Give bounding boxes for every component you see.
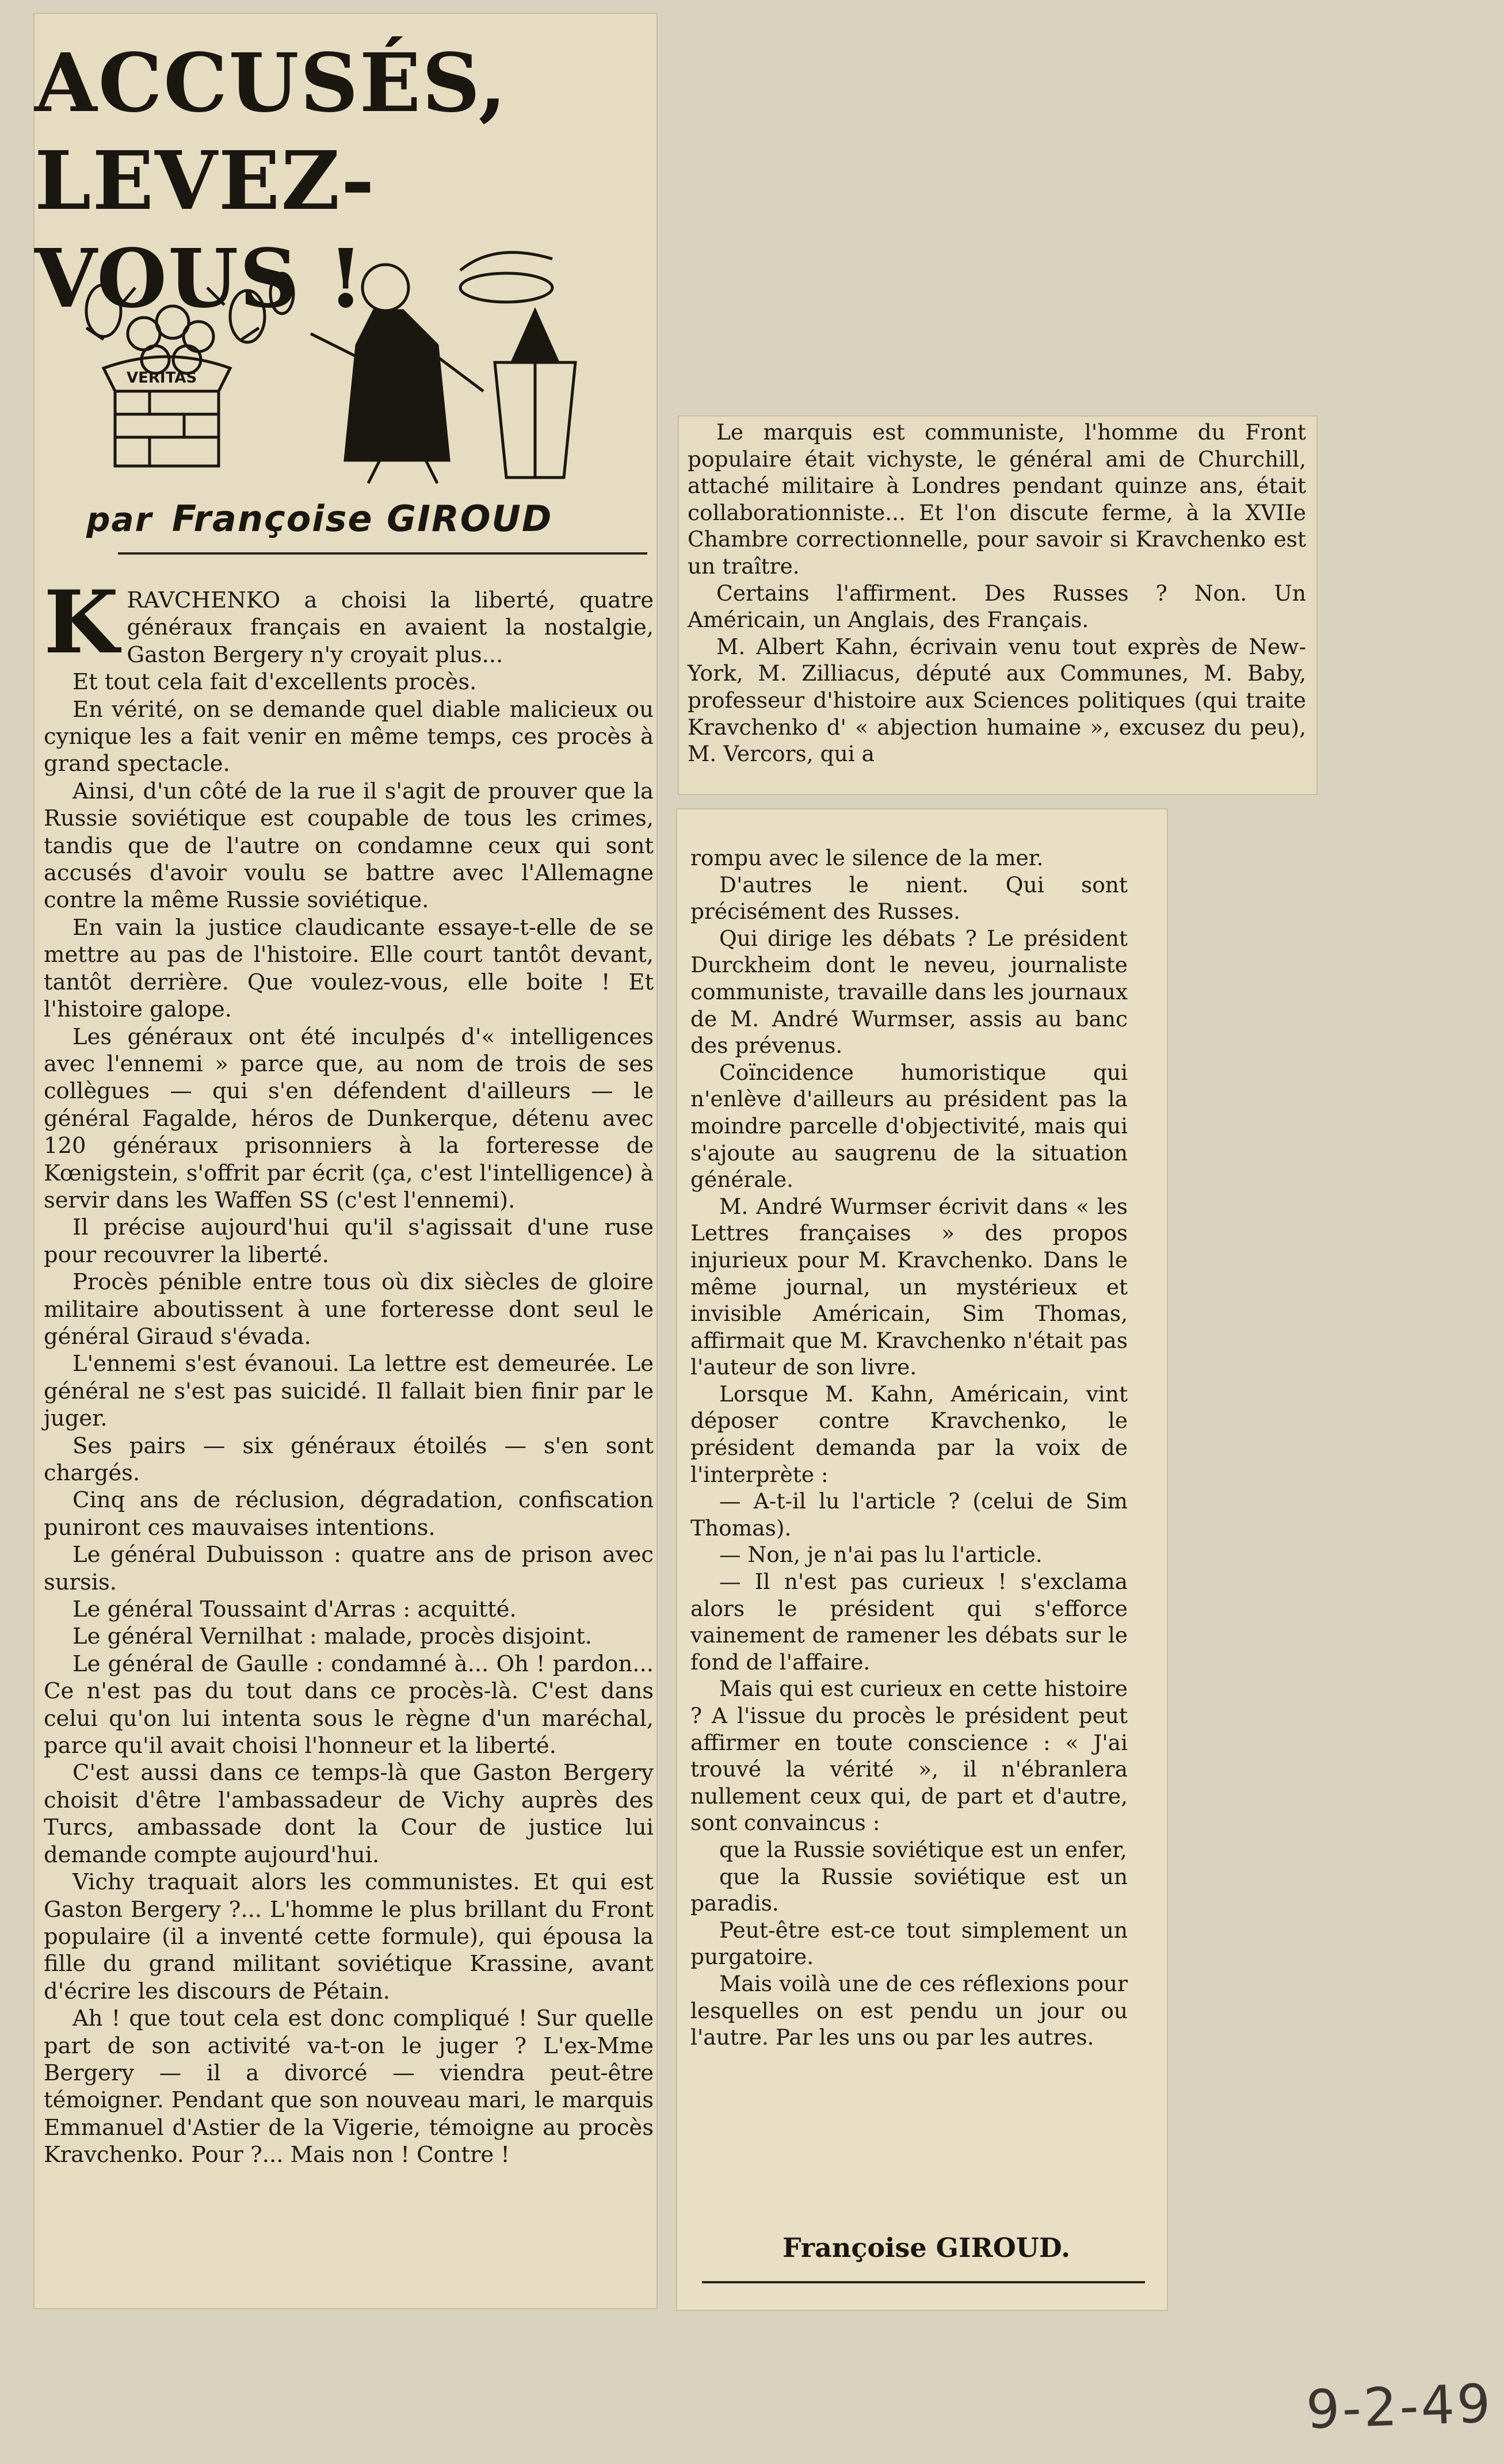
paragraph: Ainsi, d'un côté de la rue il s'agit de prouver que la Russie soviétique est coupable de tous les crimes, tandis que de l'autre on condamne ceux qui sont accusés d'avoir voulu se battre avec l'Allemagne contre la même Russie soviétique. xyxy=(44,778,654,914)
byline xyxy=(86,498,656,540)
paragraph: — Non, je n'ai pas lu l'article. xyxy=(719,1542,1043,1568)
paragraph: Lorsque M. Kahn, Américain, vint déposer contre Kravchenko, le président demanda par la voix de l'interprète : xyxy=(690,1381,1128,1487)
paragraph: Coïncidence humoristique qui n'enlève d'ailleurs au président pas la moindre parcelle d'objectivité, mais qui s'ajoute au saugrenu de la situation générale. xyxy=(690,1059,1128,1193)
paragraph: Cinq ans de réclusion, dégradation, confiscation puniront ces mauvaises intentions. xyxy=(44,1487,654,1541)
paragraph: rompu avec le silence de la mer. xyxy=(690,845,1044,870)
paragraph: Le général Vernilhat : malade, procès disjoint. xyxy=(72,1623,592,1650)
drop-cap: K xyxy=(44,572,119,673)
paragraph: C'est aussi dans ce temps-là que Gaston Bergery choisit d'être l'ambassadeur de Vichy auprès des Turcs, ambassade dont la Cour de justice lui demande compte aujourd'hui. xyxy=(44,1760,654,1868)
paragraph: M. Albert Kahn, écrivain venu tout exprès de New-York, M. Zilliacus, député aux Communes, M. Baby, professeur d'histoire aux Sciences politiques (qui traite Kravchenko d' « abjection humaine », excusez du peu), M. Vercors, qui a xyxy=(688,633,1306,767)
paragraph: M. André Wurmser écrivit dans « les Lettres françaises » des propos injurieux pour M. Kravchenko. Dans le même journal, un mystérieux et invisible Américain, Sim Thomas, affirmait que M. Kravchenko n'était pas l'auteur de son livre. xyxy=(690,1193,1128,1380)
paragraph: que la Russie soviétique est un paradis. xyxy=(690,1863,1128,1916)
paragraph: Mais qui est curieux en cette histoire ? A l'issue du procès le président peut affirmer en toute conscience : « J'ai trouvé la vérité », il n'ébranlera nullement ceux qui, de part et d'autre, sont convaincus : xyxy=(690,1676,1128,1836)
paragraph: KRAVCHENKO a choisi la liberté, quatre généraux français en avaient la nostalgie, Gaston Bergery n'y croyait plus... xyxy=(44,572,654,673)
paragraph: Ses pairs — six généraux étoilés — s'en sont chargés. xyxy=(44,1432,654,1486)
paragraph: Le général Toussaint d'Arras : acquitté. xyxy=(72,1596,517,1623)
byline-prefix: par xyxy=(86,500,153,539)
paragraph: que la Russie soviétique est un enfer, xyxy=(719,1836,1127,1862)
paragraph: D'autres le nient. Qui sont précisément des Russes. xyxy=(690,872,1128,925)
paragraph: Qui dirige les débats ? Le président Durckheim dont le neveu, journaliste communiste, travaille dans les journaux de M. André Wurmser, assis au banc des prévenus. xyxy=(690,925,1128,1059)
paragraph: Et tout cela fait d'excellents procès. xyxy=(72,669,477,696)
paragraph: Il précise aujourd'hui qu'il s'agissait d'une ruse pour recouvrer la liberté. xyxy=(44,1214,654,1268)
paragraph: Ah ! que tout cela est donc compliqué ! Sur quelle part de son activité va-t-on le juger ? L'ex-Mme Bergery — il a divorcé — viendra peut-être témoigner. Pendant que son nouveau mari, le marquis Emmanuel d'Astier de la Vigerie, témoigne au procès Kravchenko. Pour ?... Mais non ! Contre ! xyxy=(44,2005,654,2168)
paragraph: — Il n'est pas curieux ! s'exclama alors le président qui s'efforce vainement de ramener les débats sur le fond de l'affaire. xyxy=(690,1569,1128,1675)
cartoon-illustration xyxy=(35,219,627,495)
paragraph: En vain la justice claudicante essaye-t-elle de se mettre au pas de l'histoire. Elle court tantôt devant, tantôt derrière. Que voulez-vous, elle boite ! Et l'histoire galope. xyxy=(44,914,654,1023)
signature: Françoise GIROUD. xyxy=(782,2232,1071,2263)
paragraph: Vichy traquait alors les communistes. Et qui est Gaston Bergery ?... L'homme le plus brillant du Front populaire (il a inventé cette formule), qui épousa la fille du grand militant soviétique Krassine, avant d'écrire les discours de Pétain. xyxy=(44,1869,654,2004)
paragraph: Certains l'affirment. Des Russes ? Non. Un Américain, un Anglais, des Français. xyxy=(688,580,1306,633)
article-column-top-right xyxy=(688,419,1306,767)
article-column-left xyxy=(44,572,654,2169)
end-rule xyxy=(702,2281,1145,2283)
article-column-bottom-right xyxy=(690,845,1128,2051)
paragraph: Les généraux ont été inculpés d'« intelligences avec l'ennemi » parce que, au nom de trois de ses collègues — qui s'en défendent d'ailleurs — le général Fagalde, héros de Dunkerque, détenu avec 120 généraux prisonniers à la forteresse de Kœnigstein, s'offrit par écrit (ça, c'est l'intelligence) à servir dans les Waffen SS (c'est l'ennemi). xyxy=(44,1023,654,1213)
headline: ACCUSÉS, LEVEZ-VOUS ! xyxy=(35,36,508,326)
byline-rule xyxy=(118,552,647,555)
paragraph: Procès pénible entre tous où dix siècles de gloire militaire aboutissent à une forteresse dont seul le général Giraud s'évada. xyxy=(44,1269,654,1350)
paragraph: L'ennemi s'est évanoui. La lettre est demeurée. Le général ne s'est pas suicidé. Il fallait bien finir par le juger. xyxy=(44,1351,654,1432)
paragraph: — A-t-il lu l'article ? (celui de Sim Thomas). xyxy=(690,1488,1128,1541)
paragraph: Le général Dubuisson : quatre ans de prison avec sursis. xyxy=(44,1542,654,1595)
handwritten-date: 9-2-49 xyxy=(1305,2373,1494,2441)
paragraph: Le général de Gaulle : condamné à... Oh ! pardon... Ce n'est pas du tout dans ce procès-là. C'est dans celui qu'on lui intenta sous le règne d'un maréchal, parce qu'il avait choisi l'honneur et la liberté. xyxy=(44,1651,654,1759)
byline-name: Françoise GIROUD xyxy=(171,498,553,540)
veritas-label: VERITAS xyxy=(127,369,197,387)
paragraph: En vérité, on se demande quel diable malicieux ou cynique les a fait venir en même temps, ces procès à grand spectacle. xyxy=(44,696,654,777)
paragraph: Peut-être est-ce tout simplement un purgatoire. xyxy=(690,1917,1128,1970)
paragraph: Mais voilà une de ces réflexions pour lesquelles on est pendu un jour ou l'autre. Par les uns ou par les autres. xyxy=(690,1970,1128,2050)
paragraph: Le marquis est communiste, l'homme du Front populaire était vichyste, le général ami de Churchill, attaché militaire à Londres pendant quinze ans, était collaborationniste... Et l'on discute ferme, à la XVIIe Chambre correctionnelle, pour savoir si Kravchenko est un traître. xyxy=(688,419,1306,579)
